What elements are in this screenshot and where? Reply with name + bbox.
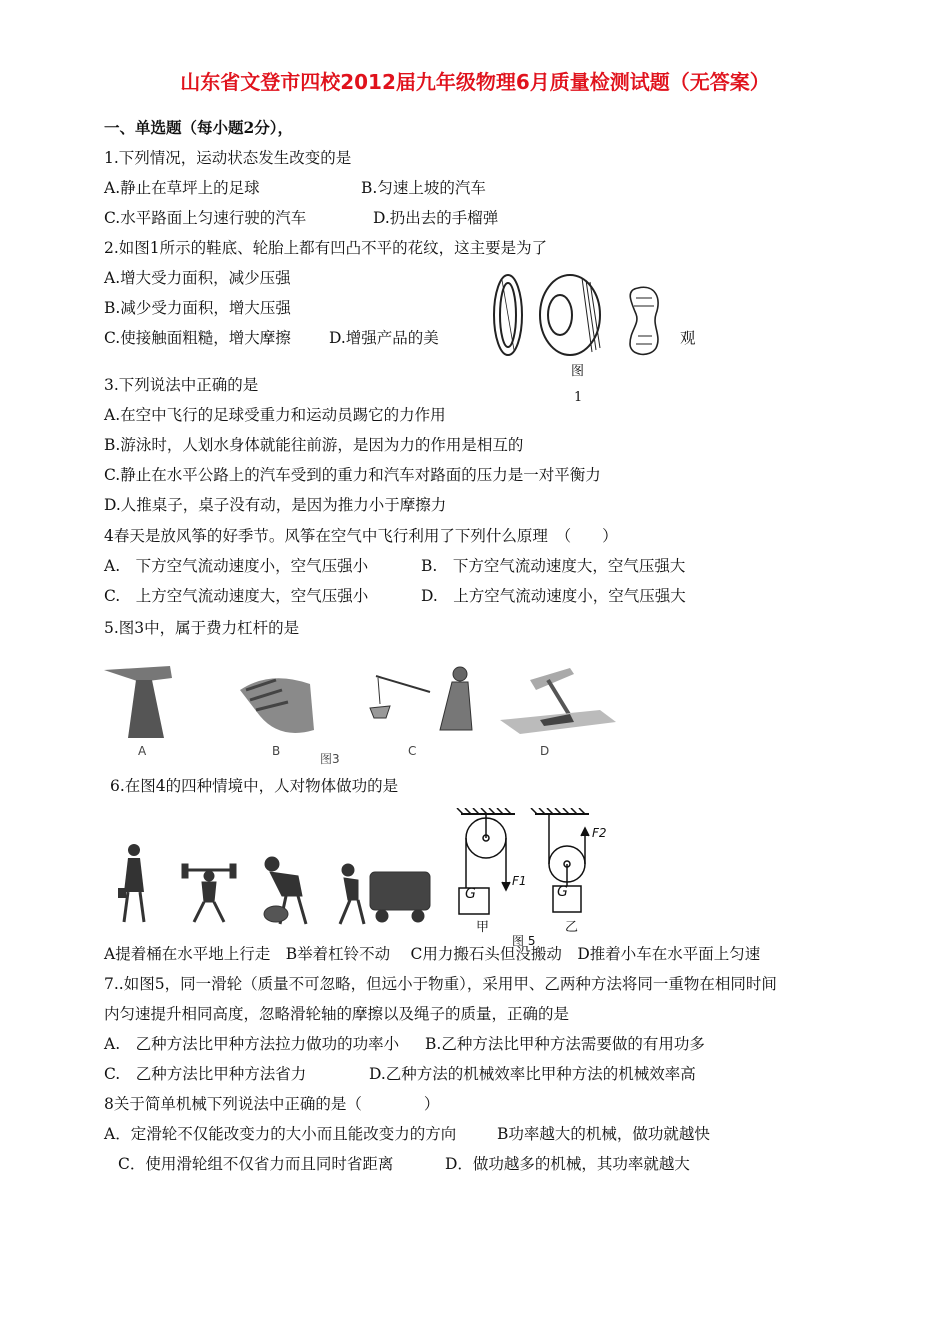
q1-option-c: C.水平路面上匀速行驶的汽车 (104, 209, 307, 227)
section-heading: 一、单选题（每小题2分）， (104, 118, 294, 137)
pulley-right-label: 乙 (565, 920, 579, 935)
wide-tire-icon (540, 275, 600, 355)
figure-3-label-c: C (408, 744, 417, 758)
q3-stem: 3.下列说法中正确的是 (104, 376, 259, 394)
q4-option-a: A. 下方空气流动速度小，空气压强小 (104, 557, 369, 575)
figure-4-scenarios (112, 840, 442, 930)
q6-stem: 6.在图4的四种情境中，人对物体做功的是 (110, 777, 399, 795)
figure-1-tires-shoe (490, 270, 670, 360)
weightlifter-icon (182, 864, 236, 922)
thin-tire-icon (494, 275, 522, 355)
q6-options: A提着桶在水平地上行走 B举着杠铃不动 C用力搬石头但没搬动 D推着小车在水平面上匀速 (104, 945, 761, 963)
q8-option-b: B功率越大的机械，做功就越快 (497, 1125, 710, 1143)
figure-3-label-d: D (540, 744, 550, 758)
q1-stem: 1.下列情况，运动状态发生改变的是 (104, 149, 352, 167)
q8-option-a: A．定滑轮不仅能改变力的大小而且能改变力的方向 (104, 1125, 457, 1143)
pulley-left-label: 甲 (476, 920, 490, 935)
bottle-opener-icon (104, 666, 172, 738)
carrying-bucket-icon (118, 844, 144, 922)
q4-option-c: C. 上方空气流动速度大，空气压强小 (104, 587, 369, 605)
nail-puller-icon (500, 668, 616, 734)
figure-3-label-b: B (272, 744, 281, 758)
q2-option-a: A.增大受力面积，减少压强 (104, 269, 291, 287)
figure-3-levers (100, 660, 620, 740)
q7-option-d: D.乙种方法的机械效率比甲种方法的机械效率高 (369, 1065, 696, 1083)
q4-option-b: B. 下方空气流动速度大，空气压强大 (421, 557, 686, 575)
q3-option-c: C.静止在水平公路上的汽车受到的重力和汽车对路面的压力是一对平衡力 (104, 466, 601, 484)
q8-option-d: D．做功越多的机械，其功率就越大 (445, 1155, 690, 1173)
shoe-sole-icon (630, 287, 658, 354)
q7-option-c: C. 乙种方法比甲种方法省力 (104, 1065, 307, 1083)
figure-5-caption: 图 5 (512, 934, 536, 948)
force-f1-label: F1 (512, 874, 527, 888)
q4-option-d: D. 上方空气流动速度小，空气压强大 (421, 587, 686, 605)
q1-option-a: A.静止在草坪上的足球 (104, 179, 260, 197)
force-f2-label: F2 (592, 826, 607, 840)
q2-option-c: C.使接触面粗糙，增大摩擦 (104, 329, 291, 347)
lifting-stone-icon (264, 857, 306, 924)
q7-option-b: B.乙种方法比甲种方法需要做的有用功多 (425, 1035, 705, 1053)
figure-3-caption: 图3 (320, 752, 340, 766)
fishing-rod-icon (370, 667, 472, 730)
page-title: 山东省文登市四校2012届九年级物理6月质量检测试题（无答案） (180, 70, 770, 94)
q7-option-a: A. 乙种方法比甲种方法拉力做功的功率小 (104, 1035, 400, 1053)
q8-option-c: C．使用滑轮组不仅省力而且同时省距离 (118, 1155, 394, 1173)
figure-3-label-a: A (138, 744, 147, 758)
q1-option-d: D.扔出去的手榴弹 (373, 209, 499, 227)
q3-option-b: B.游泳时，人划水身体就能往前游，是因为力的作用是相互的 (104, 436, 524, 454)
weight-right-label: G (557, 884, 568, 900)
q4-stem: 4春天是放风筝的好季节。风筝在空气中飞行利用了下列什么原理 （ ） (104, 527, 618, 545)
weight-left-label: G (465, 886, 476, 902)
q2-option-d-tail: 观 (680, 329, 696, 347)
q2-stem: 2.如图1所示的鞋底、轮胎上都有凹凸不平的花纹，这主要是为了 (104, 239, 548, 257)
tongs-icon (240, 678, 314, 733)
figure-1-caption-top: 图 (571, 364, 585, 379)
pushing-cart-icon (340, 864, 430, 924)
q1-option-b: B.匀速上坡的汽车 (361, 179, 486, 197)
q7-stem-line1: 7..如图5，同一滑轮（质量不可忽略，但远小于物重），采用甲、乙两种方法将同一重物在相同时间 (104, 975, 777, 993)
q3-option-a: A.在空中飞行的足球受重力和运动员踢它的力作用 (104, 406, 446, 424)
q8-stem: 8关于简单机械下列说法中正确的是（ ） (104, 1095, 440, 1113)
q7-stem-line2: 内匀速提升相同高度，忽略滑轮轴的摩擦以及绳子的质量，正确的是 (104, 1005, 570, 1023)
q5-stem: 5.图3中，属于费力杠杆的是 (104, 619, 300, 637)
q3-option-d: D.人推桌子，桌子没有动，是因为推力小于摩擦力 (104, 496, 447, 514)
q2-option-b: B.减少受力面积，增大压强 (104, 299, 291, 317)
q2-option-d: D.增强产品的美 (329, 329, 439, 347)
figure-1-caption-bottom: 1 (574, 390, 583, 405)
